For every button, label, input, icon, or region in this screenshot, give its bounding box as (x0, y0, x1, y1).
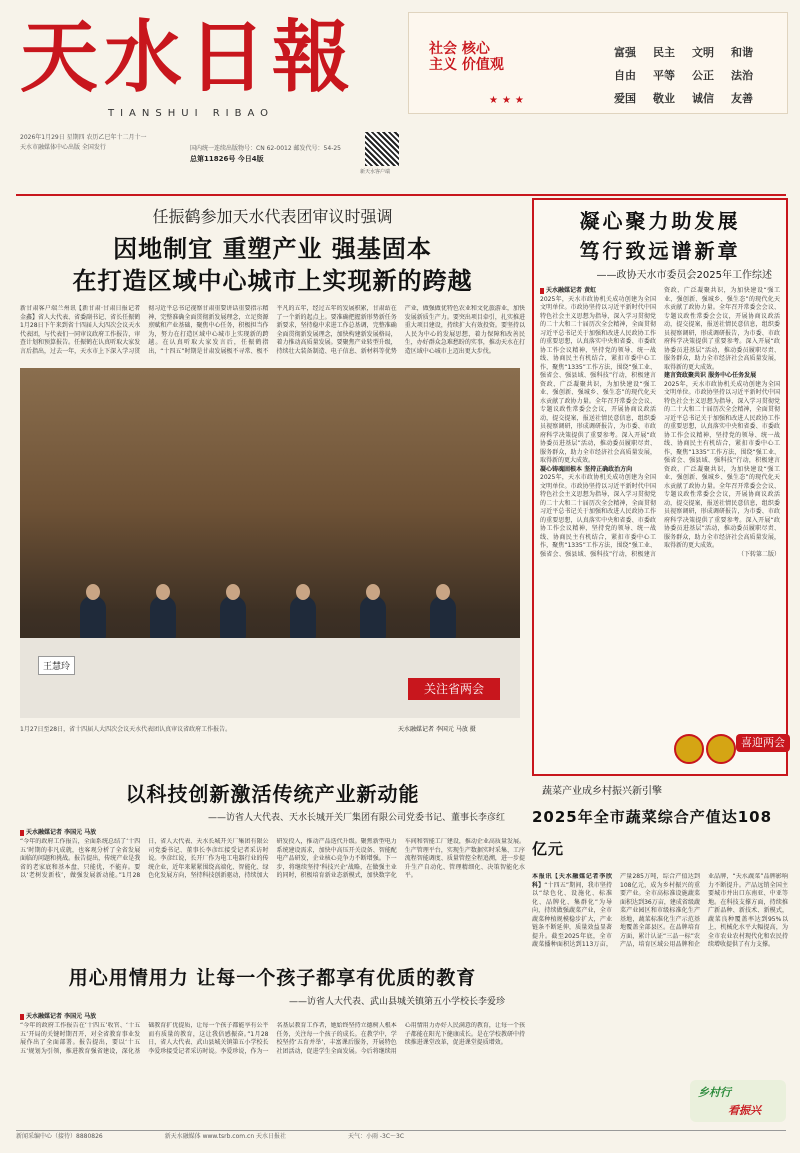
date-line: 2026年1月29日 星期四 农历乙巳年十二月十一 (20, 134, 147, 141)
story4-body: “十四五”期间，我市坚持以“绿色化、设施化、标准化、品牌化、集群化”为导向，持续做强蔬菜产业，全市蔬菜种植规模稳步扩大，产业链条不断延伸，质量效益显著提升。截至2025年底，全市蔬菜播种面积达到113万亩，产量285万吨，综合产值达到108亿元，成为乡村振兴的重要产业。全市高标准设施蔬菜面积达到36万亩，建成省级蔬菜产业园区和市级标准化生产基地，蔬菜标准化生产示范基地覆盖全部县区。在品牌培育方面，累计认证“三品一标”农产品，培育区域公用品牌和企业品牌，“天水蔬菜”品牌影响力不断提升。产品远销全国主要城市并出口东南亚、中亚等地。在科技支撑方面，持续推广新品种、新技术、新模式，蔬菜良种覆盖率达到95%以上，机械化水平大幅提高，为全市农业农村现代化和农民持续增收提供了有力支撑。 (532, 873, 788, 948)
value-item: 自由 (614, 69, 636, 82)
sidebox-title-2: 笃行致远谱新章 (579, 239, 741, 263)
news-photo (20, 368, 520, 718)
story2-body: “今年的政府工作报告，全面系统总结了‘十四五’时期的非凡成就，也客观分析了全省发展面临的问题和挑战。报告提出，传统产业是我省的老家底和基本盘，只能优，不能弃。要以‘老树发新枝’，做强发展新动能。”1月28日，省人大代表、天水长城开关厂集团有限公司党委书记、董事长李彦红接受记者采访时说。李彦红说，长开厂作为电工电器行业的传统企业，近年来紧紧围绕高端化、智能化、绿色化发展方向，坚持科技创新驱动，持续加大研发投入，推动产品迭代升级。聚焦新型电力系统建设需求，加快中高压开关设备、智能配电产品研发，企业核心竞争力不断增强。下一步，将继续坚持‘科技兴企’战略，在做强主业的同时，积极培育新业态新模式，加快数字化车间和智能工厂建设，推动企业高质量发展。生产管理平台，实现生产数据实时采集、工序流程智能调度、质量管控全程追溯，进一步提升生产自动化、管理精细化、决策智能化水平。 (20, 838, 525, 879)
badge-label: 喜迎两会 (736, 734, 790, 752)
value-item: 诚信 (692, 92, 714, 105)
value-item: 文明 (692, 46, 714, 59)
qr-code-icon[interactable] (365, 132, 399, 166)
footer-center: 新天水融媒体 www.tsrb.com.cn 天水日报社 (164, 1133, 287, 1140)
story3-headline: 用心用情用力 让每一个孩子都享有优质的教育 (68, 967, 477, 989)
sidebox-subhead-2: 建言资政聚共识 服务中心任务发展 (664, 372, 757, 379)
masthead-divider (16, 194, 786, 196)
sidebox-title-1: 凝心聚力助发展 (579, 209, 741, 233)
cppcc-review-box (532, 198, 788, 776)
logo-line-1: 乡村行 (698, 1086, 731, 1099)
value-item: 公正 (692, 69, 714, 82)
sidebox-body-repeat: 2025年，天水市政协机关成功创建为全国文明单位。市政协坚持以习近平新时代中国特色社会主义思想为指导，深入学习贯彻党的二十大和二十届历次全会精神，全面贯彻习近平总书记关于加强和改进人民政协工作的重要思想，认真落实中央和省委、市委政协工作会议精神，坚持党的领导、统一战线、协商民主有机结合，紧扣市委中心工作，聚焦“1335”工作方法，围绕“强工业、强省会、强县域、强科技”行动，积极建言资政、广泛凝聚共识，为加快建设“强工业、强创新、强城乡、强生态”的现代化天水贡献了政协力量。全年召开常委会会议、专题议政性常委会会议，开展协商议政活动，提交提案，报送社情民意信息，组织委员视察调研，形成调研报告，为市委、市政府科学决策提供了重要参考。深入开展“政协委员进基层”活动，推动委员履职尽责、服务群众，助力全市经济社会高质量发展，取得新的更大成效。 (540, 287, 780, 558)
emblem-icon (674, 734, 704, 764)
nameplate: 王慧玲 (38, 656, 75, 675)
lead-story (20, 204, 525, 365)
lead-headline-2: 在打造区域中心城市上实现新的跨越 (72, 267, 473, 295)
story3-byline: 天水融媒记者 李国元 马放 (20, 1011, 525, 1020)
slogan-line-2: 主义 价值观 (429, 57, 504, 73)
issue-number: 总第11826号 今日4版 (190, 155, 264, 163)
focus-tag: 关注省两会 (408, 678, 500, 700)
sidebox-subhead-1: 凝心铸魂固根本 坚持正确政治方向 (540, 465, 633, 473)
story4-kicker: 蔬菜产业成乡村振兴新引擎 (542, 786, 662, 797)
story-education (20, 962, 525, 1118)
byline-marker-icon (20, 1014, 24, 1020)
core-values-grid (614, 41, 784, 110)
byline-marker-icon (540, 288, 544, 294)
banner-slogan (429, 41, 504, 73)
masthead-pinyin: TIANSHUI RIBAO (108, 108, 274, 119)
story2-subtitle: ——访省人大代表、天水长城开关厂集团有限公司党委书记、董事长李彦红 (207, 813, 505, 823)
qr-label: 新天水客户端 (360, 169, 391, 175)
value-item: 爱国 (614, 92, 636, 105)
story-tech-innovation (20, 778, 525, 942)
footer-left: 新闻采编中心（接待）8880826 (16, 1133, 103, 1140)
value-item: 法治 (731, 69, 753, 82)
issue-code: 国内统一连续出版物号：CN 62-0012 邮发代号：54-25 (190, 145, 341, 152)
story4-byline: 本报讯【天水融媒记者李欣科】 (532, 873, 612, 889)
value-item: 富强 (614, 46, 636, 59)
byline-marker-icon (20, 830, 24, 836)
value-item: 和谐 (731, 46, 753, 59)
value-item: 友善 (731, 92, 753, 105)
story4-headline: 2025年全市蔬菜综合产值达108亿元 (532, 808, 773, 858)
issue-info (190, 144, 360, 164)
story2-byline: 天水融媒记者 李国元 马放 (20, 827, 525, 836)
story2-headline: 以科技创新激活传统产业新动能 (125, 782, 420, 806)
value-item: 民主 (653, 46, 675, 59)
rural-revitalization-logo (690, 1080, 786, 1122)
sidebox-continued: （下转第二版） (737, 550, 780, 558)
sidebox-body-repeat-2: 2025年，天水市政协机关成功创建为全国文明单位。市政协坚持以习近平新时代中国特色社会主义思想为指导，深入学习贯彻党的二十大和二十届历次全会精神，全面贯彻习近平总书记关于加强和改进人民政协工作的重要思想，认真落实中央和省委、市委政协工作会议精神，坚持党的领导、统一战线、协商民主有机结合，紧扣市委中心工作，聚焦“1335”工作方法，围绕“强工业、强省会、强县域、强科技”行动，积极建言资政、广泛凝聚共识，为加快建设“强工业、强创新、强城乡、强生态”的现代化天水贡献了政协力量。全年召开常委会会议、专题议政性常委会会议，开展协商议政活动，提交提案，报送社情民意信息，组织委员视察调研，形成调研报告，为市委、市政府科学决策提供了重要参考。深入开展“政协委员进基层”活动，推动委员履职尽责、服务群众，助力全市经济社会高质量发展，取得新的更大成效。 (664, 380, 780, 549)
logo-line-2: 看振兴 (728, 1104, 761, 1117)
lead-headline-1: 因地制宜 重塑产业 强基固本 (113, 235, 432, 263)
emblem-icon (706, 734, 736, 764)
lead-kicker: 任振鹤参加天水代表团审议时强调 (152, 207, 393, 226)
slogan-line-1: 社会 核心 (429, 41, 490, 57)
sidebox-body: 2025年，天水市政协机关成功创建为全国文明单位。市政协坚持以习近平新时代中国特色社会主义思想为指导，深入学习贯彻党的二十大和二十届历次全会精神，全面贯彻习近平总书记关于加强和改进人民政协工作的重要思想，认真落实中央和省委、市委政协工作会议精神，坚持党的领导、统一战线、协商民主有机结合，紧扣市委中心工作，聚焦“1335”工作方法，围绕“强工业、强省会、强县域、强科技”行动，积极建言资政、广泛凝聚共识，为加快建设“强工业、强创新、强城乡、强生态”的现代化天水贡献了政协力量。全年召开常委会会议、专题议政性常委会会议，开展协商议政活动，提交提案，报送社情民意信息，组织委员视察调研，形成调研报告，为市委、市政府科学决策提供了重要参考。深入开展“政协委员进基层”活动，推动委员履职尽责、服务群众，助力全市经济社会高质量发展，取得新的更大成效。 (540, 295, 656, 464)
footer-right: 天气：小雨 -3C～3C (347, 1133, 405, 1140)
sidebox-subtitle: ——政协天水市委员会2025年工作综述 (596, 270, 772, 281)
value-item: 平等 (653, 69, 675, 82)
sidebox-byline: 天水融媒记者 黄虹 (540, 287, 656, 296)
value-item: 敬业 (653, 92, 675, 105)
page-footer (16, 1130, 786, 1143)
newspaper-logo: 天水日報 (20, 12, 357, 103)
core-values-banner (408, 12, 788, 114)
story3-subtitle: ——访省人大代表、武山县城关镇第五小学校长李爱珍 (288, 997, 505, 1007)
photo-credit: 天水融媒记者 李国元 马放 摄 (398, 726, 476, 733)
lead-body: 新甘肃客户端兰州讯【新甘肃·甘肃日报记者金鑫】省人大代表、省委副书记、省长任振鹤1月28日下午来到省十四届人大四次会议天水代表团，与代表们一同审议政府工作报告，审查计划和预算报告。任振鹤在认真听取大家发言后指出，过去一年，天水市上下深入学习贯彻习近平总书记视察甘肃重要讲话重要指示精神，完整准确全面贯彻新发展理念，立足资源禀赋和产业基础，聚焦中心任务，积极担当作为，努力在打造区域中心城市上实现新的跨越。在认真听取大家发言后，任振鹤指出，“十四五”时期是甘肃发展极不寻常、极不平凡的五年，经过五年的发展积累，甘肃站在了一个新的起点上。要准确把握新形势新任务新要求，坚持稳中求进工作总基调，完整准确全面贯彻新发展理念，加快构建新发展格局，着力推动高质量发展。要聚焦产业转型升级，持续壮大装备制造、电子信息、新材料等优势产业，做强做优特色农业和文化旅游业，加快发展新质生产力。要突出项目牵引，扎实推进重大项目建设，持续扩大有效投资。要坚持以人民为中心的发展思想，着力保障和改善民生，办好群众急难愁盼的实事，推动天水在打造区域中心城市上迈出更大步伐。 (20, 305, 525, 355)
star-icon: ★★★ (489, 95, 528, 106)
sidebox-body-area (540, 287, 780, 559)
story3-body: “今年的政府工作报告在‘十四五’收官、‘十五五’开局的关键时期召开，对全省教育事业发展作出了全面部署。报告提出，要以‘十五五’规划为引领，推进教育强省建设，深化基础教育扩优提质，让每一个孩子都能享有公平而有质量的教育，这让我倍感振奋。”1月28日，省人大代表、武山县城关镇第五小学校长李爱珍接受记者采访时说。李爱珍说，作为一名基层教育工作者，她始终坚持立德树人根本任务，关注每一个孩子的成长。在教学中，学校坚持‘五育并举’，丰富课后服务，开展特色社团活动，促进学生全面发展。今后将继续用心用情用力办好人民满意的教育，让每一个孩子都能在阳光下健康成长。是在学校教研中持续推进课堂改革，促进课堂提质增效。 (20, 1022, 525, 1055)
publisher-line: 天水市融媒体中心出版 全国发行 (20, 144, 106, 151)
photo-caption: 1月27日至28日，省十四届人大四次会议天水代表团认真审议省政府工作报告。 (20, 726, 232, 733)
